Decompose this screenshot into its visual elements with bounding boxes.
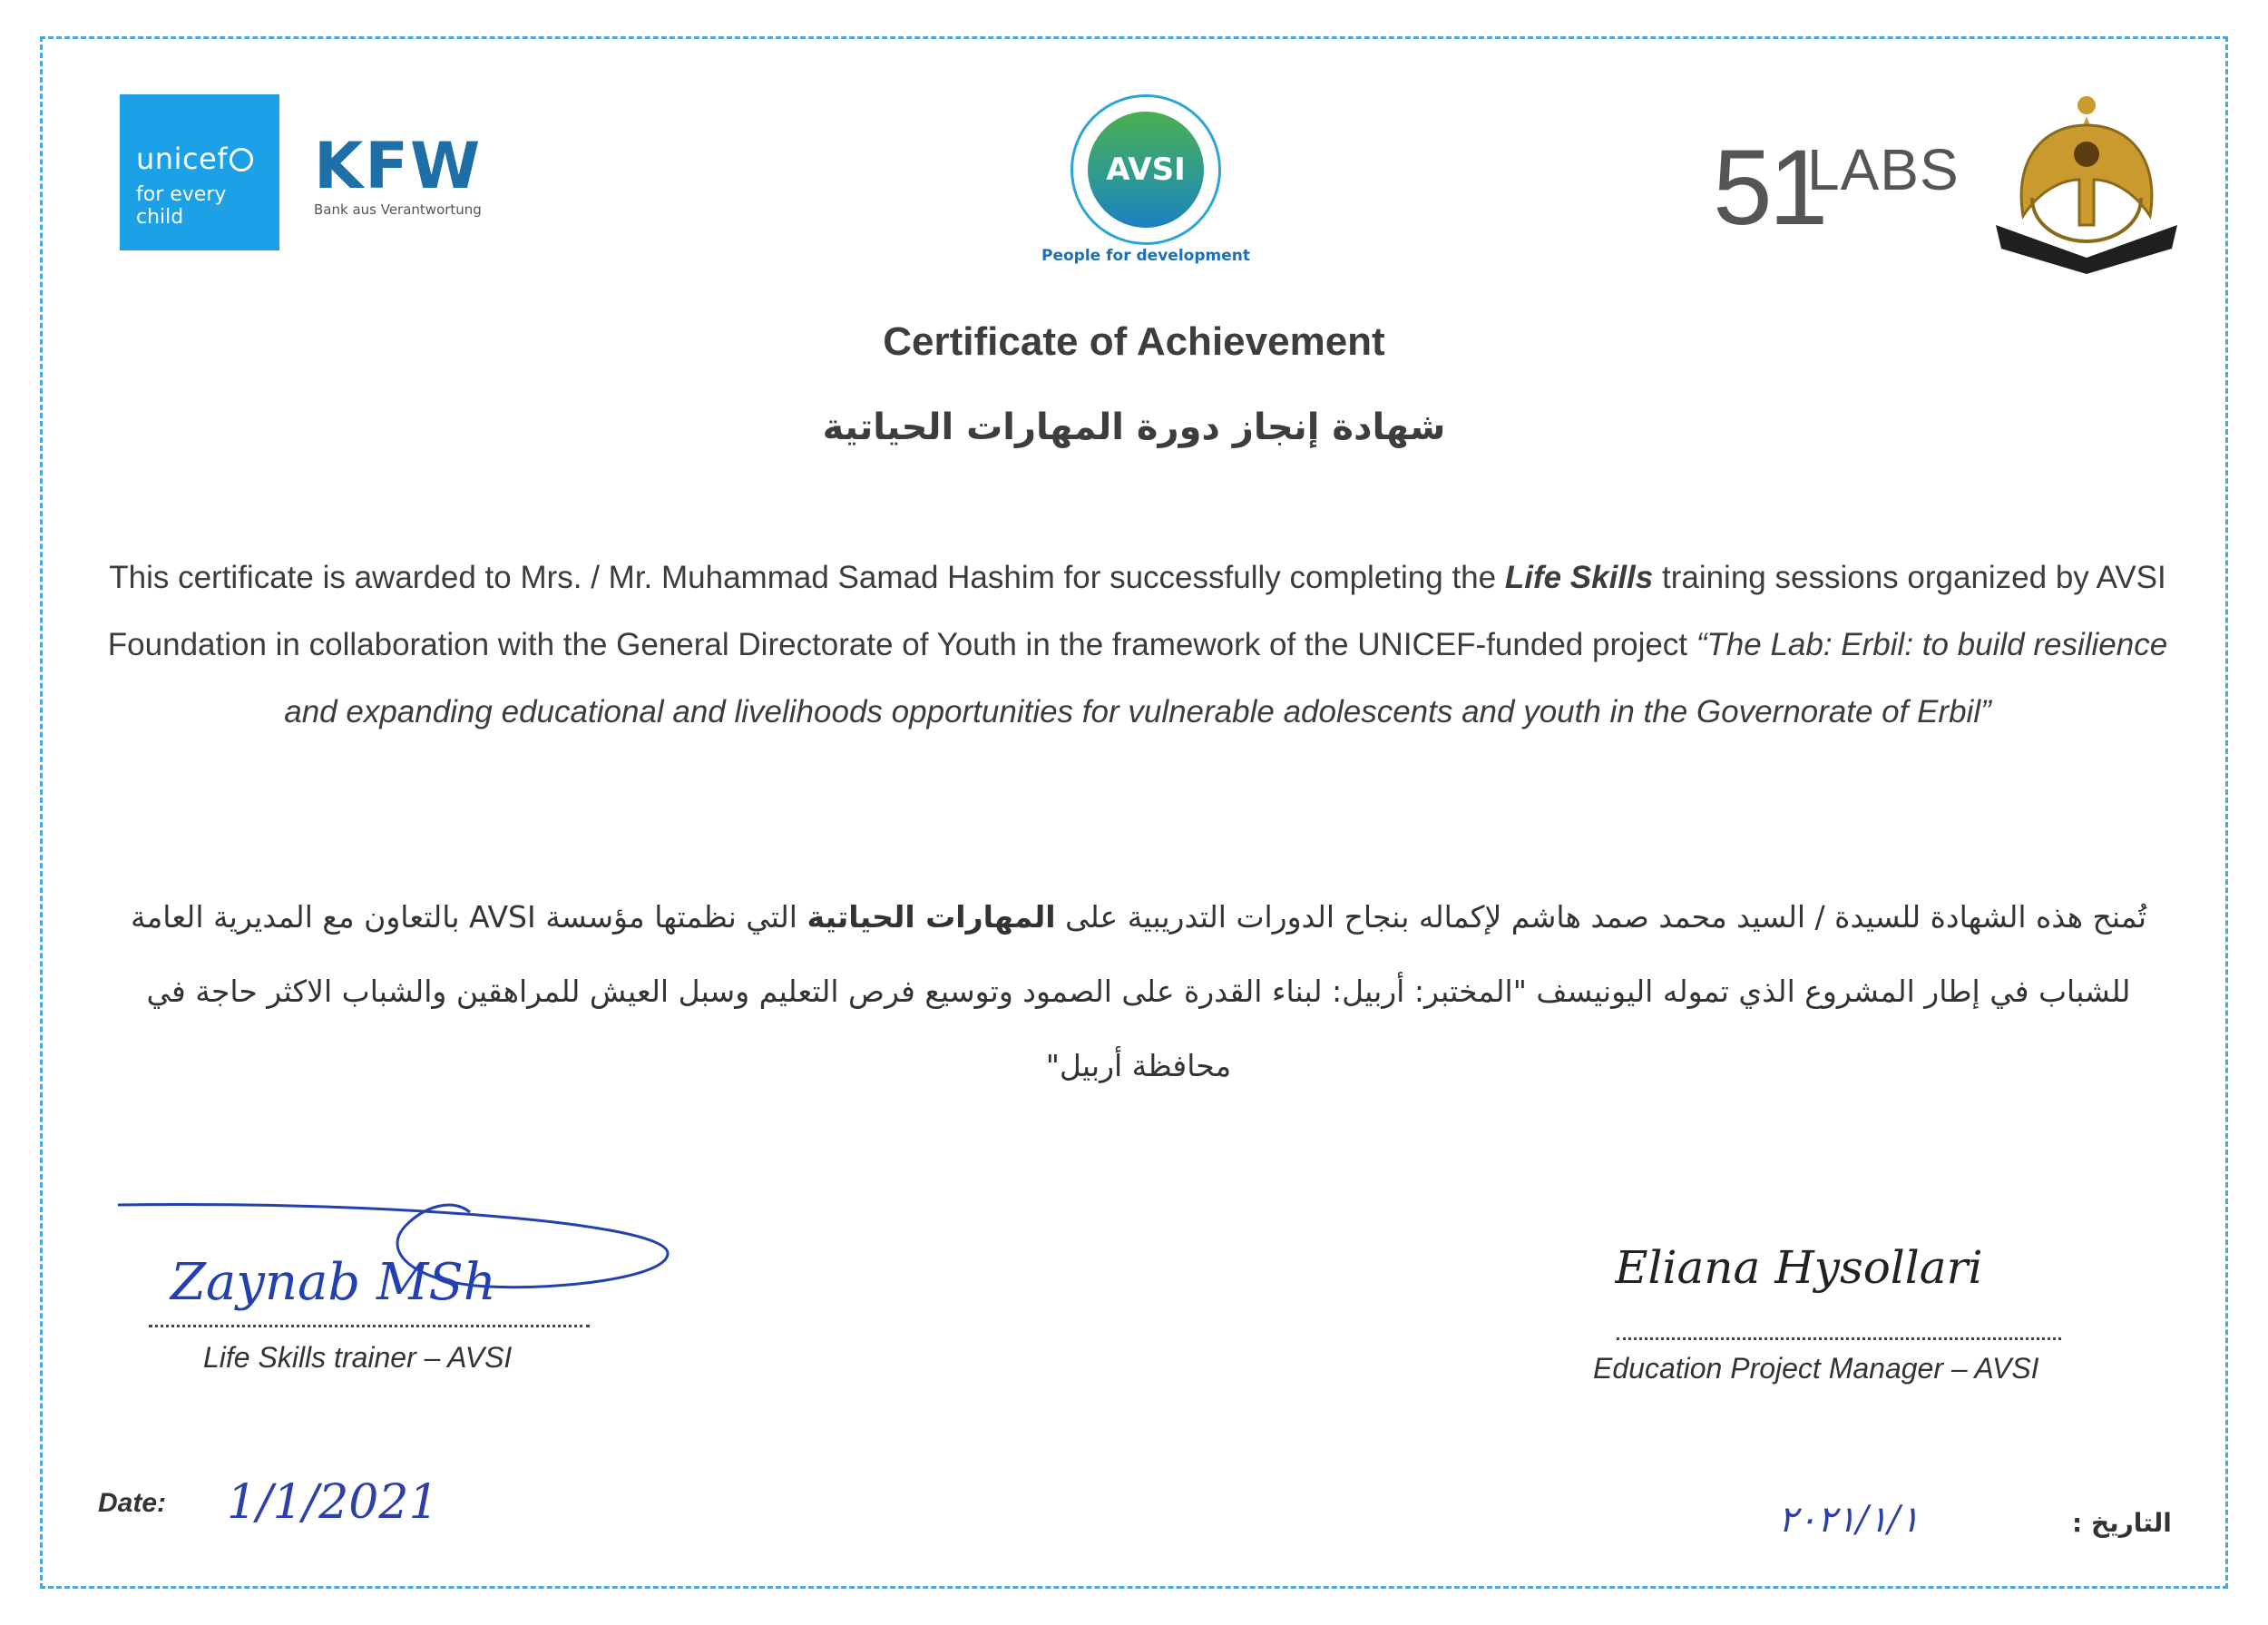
unicef-wordmark: unicef <box>136 142 228 176</box>
trainer-role: Life Skills trainer – AVSI <box>203 1341 513 1374</box>
manager-signature-line <box>1617 1337 2061 1340</box>
avsi-tagline: People for development <box>1041 247 1250 265</box>
avsi-logo <box>1070 94 1221 245</box>
svg-text:Zaynab MSh: Zaynab MSh <box>171 1253 496 1312</box>
body-ar-part1: تُمنح هذه الشهادة للسيدة / السيد محمد صمد هاشم لإكماله بنجاح الدورات التدريبية على <box>1055 899 2147 935</box>
51labs-logo <box>1713 128 1960 248</box>
course-name: Life Skills <box>1504 560 1654 595</box>
trainer-signature-line <box>149 1325 590 1327</box>
labs-number: 51 <box>1713 128 1825 248</box>
body-en-part1: This certificate is awarded to Mrs. / Mr. Muhammad Samad Hashim for successfully completing the <box>109 560 1505 595</box>
kfw-wordmark: KFW <box>314 129 483 203</box>
certificate-body-english <box>87 544 2188 746</box>
course-name-arabic: المهارات الحياتية <box>807 899 1056 935</box>
manager-role: Education Project Manager – AVSI <box>1593 1352 2039 1385</box>
certificate-title: Certificate of Achievement <box>883 319 1385 364</box>
trainer-signature <box>107 1180 688 1325</box>
date-value-arabic: ٢٠٢١/١/١ <box>1778 1499 1920 1541</box>
krg-emblem-icon <box>1978 89 2195 279</box>
certificate-body-arabic <box>100 880 2177 1103</box>
unicef-tagline: for every child <box>136 183 227 229</box>
project-title: “The Lab: Erbil: to build resilience and expanding educational and livelihoods opportunities for vulnerable adolescents and youth in the Governorate of Erbil” <box>284 627 2168 729</box>
date-value: 1/1/2021 <box>227 1475 439 1530</box>
date-label: Date: <box>98 1488 167 1518</box>
body-ar-part2: التي نظمتها مؤسسة AVSI بالتعاون مع المديرية العامة للشباب في إطار المشروع الذي تموله اليونيسف "المختبر: أربيل: لبناء القدرة على الصمود وتوسيع فرص التعليم وسبل العيش للمراهقين والشباب الاكثر حاجة في محافظة أربيل" <box>130 899 2131 1083</box>
manager-signature <box>1615 1230 2032 1303</box>
unicef-globe-icon <box>230 148 253 171</box>
avsi-wordmark: AVSI <box>1088 112 1204 228</box>
svg-text:Eliana Hysollari: Eliana Hysollari <box>1615 1241 1983 1294</box>
kfw-tagline: Bank aus Verantwortung <box>314 201 482 218</box>
unicef-logo <box>120 94 279 250</box>
kfw-logo <box>314 129 483 218</box>
certificate-title-arabic: شهادة إنجاز دورة المهارات الحياتية <box>822 406 1446 448</box>
labs-word: LABS <box>1807 137 1960 202</box>
date-label-arabic: التاريخ : <box>2072 1508 2172 1538</box>
body-en-part2: training sessions organized by AVSI Foundation in collaboration with the General Directorate of Youth in the framework of the UNICEF-funded project <box>107 560 2166 662</box>
